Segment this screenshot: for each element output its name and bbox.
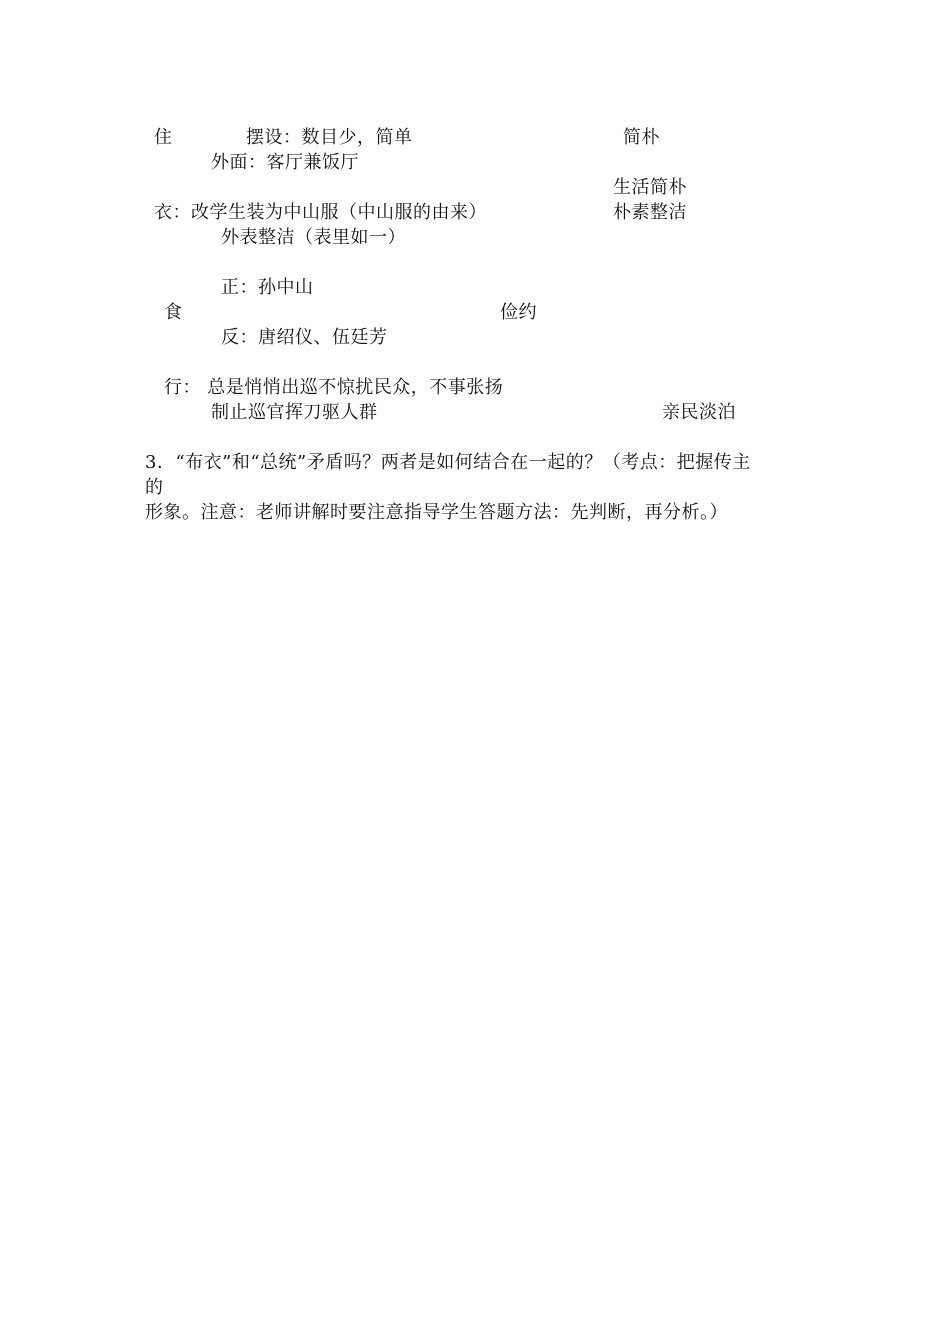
- yi-line-1: 衣：改学生装为中山服（中山服的由来）: [154, 202, 487, 223]
- zhu-outside-text: 外面：客厅兼饭厅: [211, 152, 359, 173]
- zhu-conclusion: 简朴: [623, 127, 660, 148]
- shi-positive: 正：孙中山: [221, 277, 314, 298]
- question-line-2: 的: [145, 477, 164, 498]
- xing-line-2: 制止巡官挥刀驱人群: [211, 402, 378, 423]
- question-line-3: 形象。注意：老师讲解时要注意指导学生答题方法：先判断，再分析。）: [145, 502, 728, 523]
- question-line-1: 3．“布衣”和“总统”矛盾吗？两者是如何结合在一起的？（考点：把握传主: [145, 452, 751, 473]
- shi-negative: 反：唐绍仪、伍廷芳: [221, 327, 388, 348]
- yi-conclusion: 朴素整洁: [613, 202, 687, 223]
- yi-line-2: 外表整洁（表里如一）: [221, 227, 406, 248]
- xing-conclusion: 亲民淡泊: [662, 402, 736, 423]
- xing-line-1: 行： 总是悄悄出巡不惊扰民众，不事张扬: [164, 377, 504, 398]
- summary-text: 生活简朴: [613, 177, 687, 198]
- shi-conclusion: 俭约: [500, 302, 537, 323]
- shi-label: 食: [164, 302, 183, 323]
- zhu-furnishing-text: 摆设：数目少，简单: [246, 127, 413, 148]
- zhu-label: 住: [154, 127, 173, 148]
